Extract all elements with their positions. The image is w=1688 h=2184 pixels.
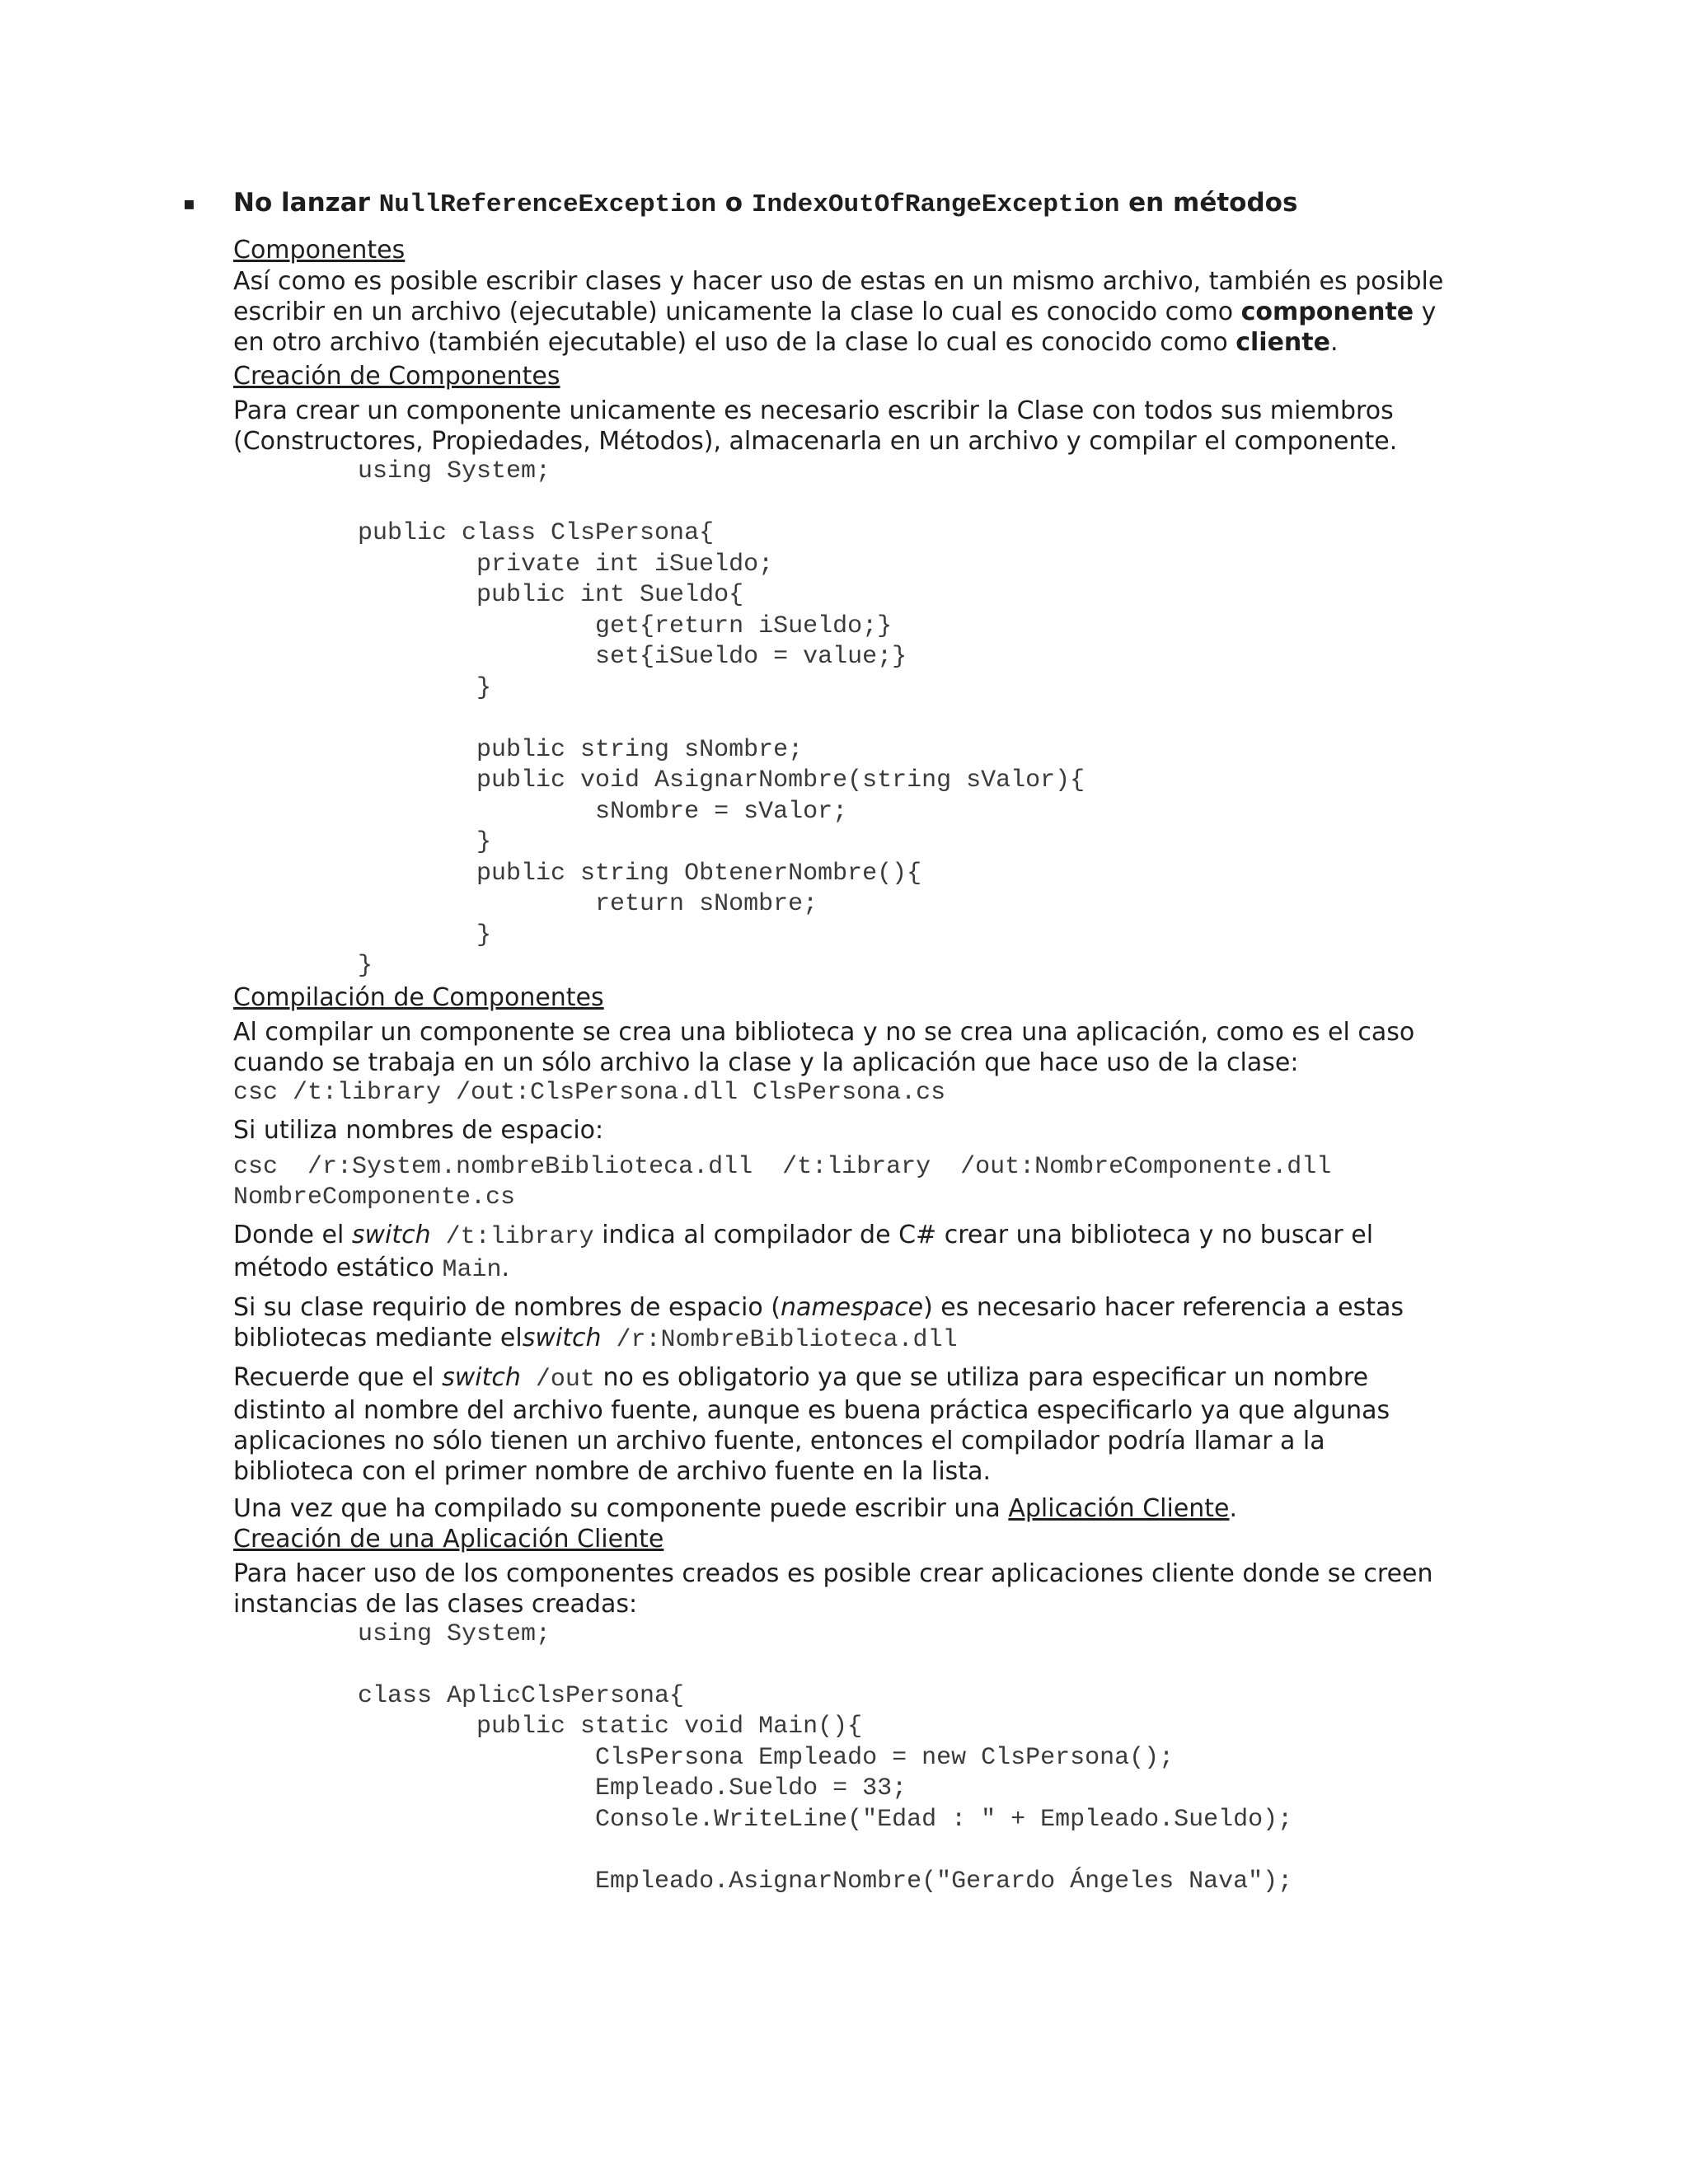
text: indica al compilador de C# crear una biblioteca y no buscar el método estático	[233, 1220, 1374, 1282]
command-compile-library: csc /t:library /out:ClsPersona.dll ClsPersona.cs	[233, 1078, 946, 1107]
code-line: public string sNombre;	[358, 735, 804, 764]
paragraph-namespace	[233, 1292, 1453, 1356]
command-compile-namespace-line2: NombreComponente.cs	[233, 1183, 516, 1212]
link-aplicacion-cliente[interactable]: Aplicación Cliente	[1008, 1493, 1230, 1523]
paragraph-componentes	[233, 266, 1453, 358]
italic-switch: switch	[442, 1362, 521, 1392]
paragraph-nombres-espacio: Si utiliza nombres de espacio:	[233, 1115, 604, 1145]
code-line: public string ObtenerNombre(){	[358, 859, 922, 888]
heading-code-null-reference: NullReferenceException	[378, 190, 716, 219]
text: Recuerde que el	[233, 1362, 443, 1392]
code-line: sNombre = sValor;	[358, 797, 848, 826]
paragraph-compilacion: Al compilar un componente se crea una biblioteca y no se crea una aplicación, como es el caso cuando se trabaja en un sólo archivo la clase y la aplicación que hace uso de la clase:	[233, 1017, 1415, 1077]
code-line: }	[358, 828, 492, 856]
section-title-compilacion: Compilación de Componentes	[233, 982, 604, 1012]
paragraph-switch-library	[233, 1220, 1453, 1286]
code-line: ClsPersona Empleado = new ClsPersona();	[358, 1743, 1175, 1772]
text: ) es necesario hacer referencia a estas bibliotecas mediante el	[233, 1292, 1404, 1352]
command-compile-namespace-line1: csc /r:System.nombreBiblioteca.dll /t:library /out:NombreComponente.dll	[233, 1152, 1332, 1181]
code-line: Console.WriteLine("Edad : " + Empleado.Sueldo);	[358, 1805, 1293, 1834]
heading-code-index-out-of-range: IndexOutOfRangeException	[751, 190, 1120, 219]
inline-code-reference: /r:NombreBiblioteca.dll	[601, 1325, 958, 1354]
code-line: public void AsignarNombre(string sValor){	[358, 766, 1085, 794]
code-line: public int Sueldo{	[358, 581, 744, 609]
text: y en otro archivo (también ejecutable) el uso de la clase lo cual es conocido como	[233, 298, 1437, 357]
paragraph-aplicacion-cliente	[233, 1493, 1453, 1524]
code-line	[233, 704, 1453, 735]
code-line	[233, 488, 1453, 519]
code-block-cls-persona	[233, 457, 1453, 982]
text: .	[1229, 1493, 1238, 1523]
code-line: }	[358, 673, 492, 702]
bold-componente: componente	[1240, 298, 1414, 326]
section-heading	[183, 186, 1453, 222]
code-block-aplic-cls-persona	[233, 1619, 1453, 1898]
heading-text: No lanzar	[233, 188, 379, 218]
text: .	[501, 1253, 510, 1282]
inline-code-main: Main	[442, 1255, 502, 1284]
code-line: set{iSueldo = value;}	[358, 643, 907, 671]
code-line	[233, 1650, 1453, 1681]
bold-cliente: cliente	[1236, 328, 1330, 357]
heading-text-or: o	[715, 188, 752, 218]
code-line: private int iSueldo;	[358, 550, 774, 579]
heading-text-end: en métodos	[1119, 188, 1298, 218]
text: .	[1329, 328, 1339, 357]
code-line: using System;	[358, 457, 551, 485]
paragraph-switch-out	[233, 1362, 1453, 1487]
text: Así como es posible escribir clases y hacer uso de estas en un mismo archivo, también es posible escribir en un archivo (ejecutable) unicamente la clase lo cual es conocido como	[233, 267, 1444, 326]
paragraph-creacion-aplicacion: Para hacer uso de los componentes creados es posible crear aplicaciones cliente donde se creen instancias de las clases creadas:	[233, 1558, 1433, 1619]
inline-code-library: /t:library	[430, 1222, 594, 1251]
code-line	[233, 1835, 1453, 1867]
inline-code-out: /out	[520, 1365, 595, 1394]
code-line: public static void Main(){	[358, 1713, 863, 1741]
text: Si su clase requirio de nombres de espacio (	[233, 1292, 781, 1322]
text: Donde el	[233, 1220, 352, 1249]
italic-namespace: namespace	[780, 1292, 924, 1322]
code-line: }	[358, 952, 373, 980]
page-content	[183, 186, 1453, 1897]
code-line: class AplicClsPersona{	[358, 1681, 685, 1710]
section-title-componentes: Componentes	[233, 236, 406, 265]
code-line: using System;	[358, 1619, 551, 1648]
code-line: }	[358, 921, 492, 949]
bullet-marker: ▪	[183, 194, 195, 214]
italic-switch: switch	[522, 1323, 602, 1352]
code-line: return sNombre;	[358, 890, 818, 918]
paragraph-creacion-componentes: Para crear un componente unicamente es necesario escribir la Clase con todos sus miembros (Constructores, Propiedades, Métodos), almacenarla en un archivo y compilar el componente.	[233, 396, 1398, 456]
code-line: get{return iSueldo;}	[358, 612, 893, 640]
text: Una vez que ha compilado su componente puede escribir una	[233, 1493, 1009, 1523]
code-line: public class ClsPersona{	[358, 519, 715, 547]
text: no es obligatorio ya que se utiliza para especificar un nombre distinto al nombre del archivo fuente, aunque es buena práctica especificarlo ya que algunas aplicaciones no sólo tienen un archivo fuente, entonces el compilador podría llamar a la biblioteca con el primer nombre de archivo fuente en la lista.	[233, 1362, 1390, 1486]
italic-switch: switch	[351, 1220, 431, 1249]
code-line: Empleado.AsignarNombre("Gerardo Ángeles Nava");	[358, 1867, 1293, 1896]
code-line: Empleado.Sueldo = 33;	[358, 1774, 907, 1802]
section-title-creacion-aplicacion-cliente: Creación de una Aplicación Cliente	[233, 1524, 664, 1554]
section-title-creacion-componentes: Creación de Componentes	[233, 362, 560, 391]
